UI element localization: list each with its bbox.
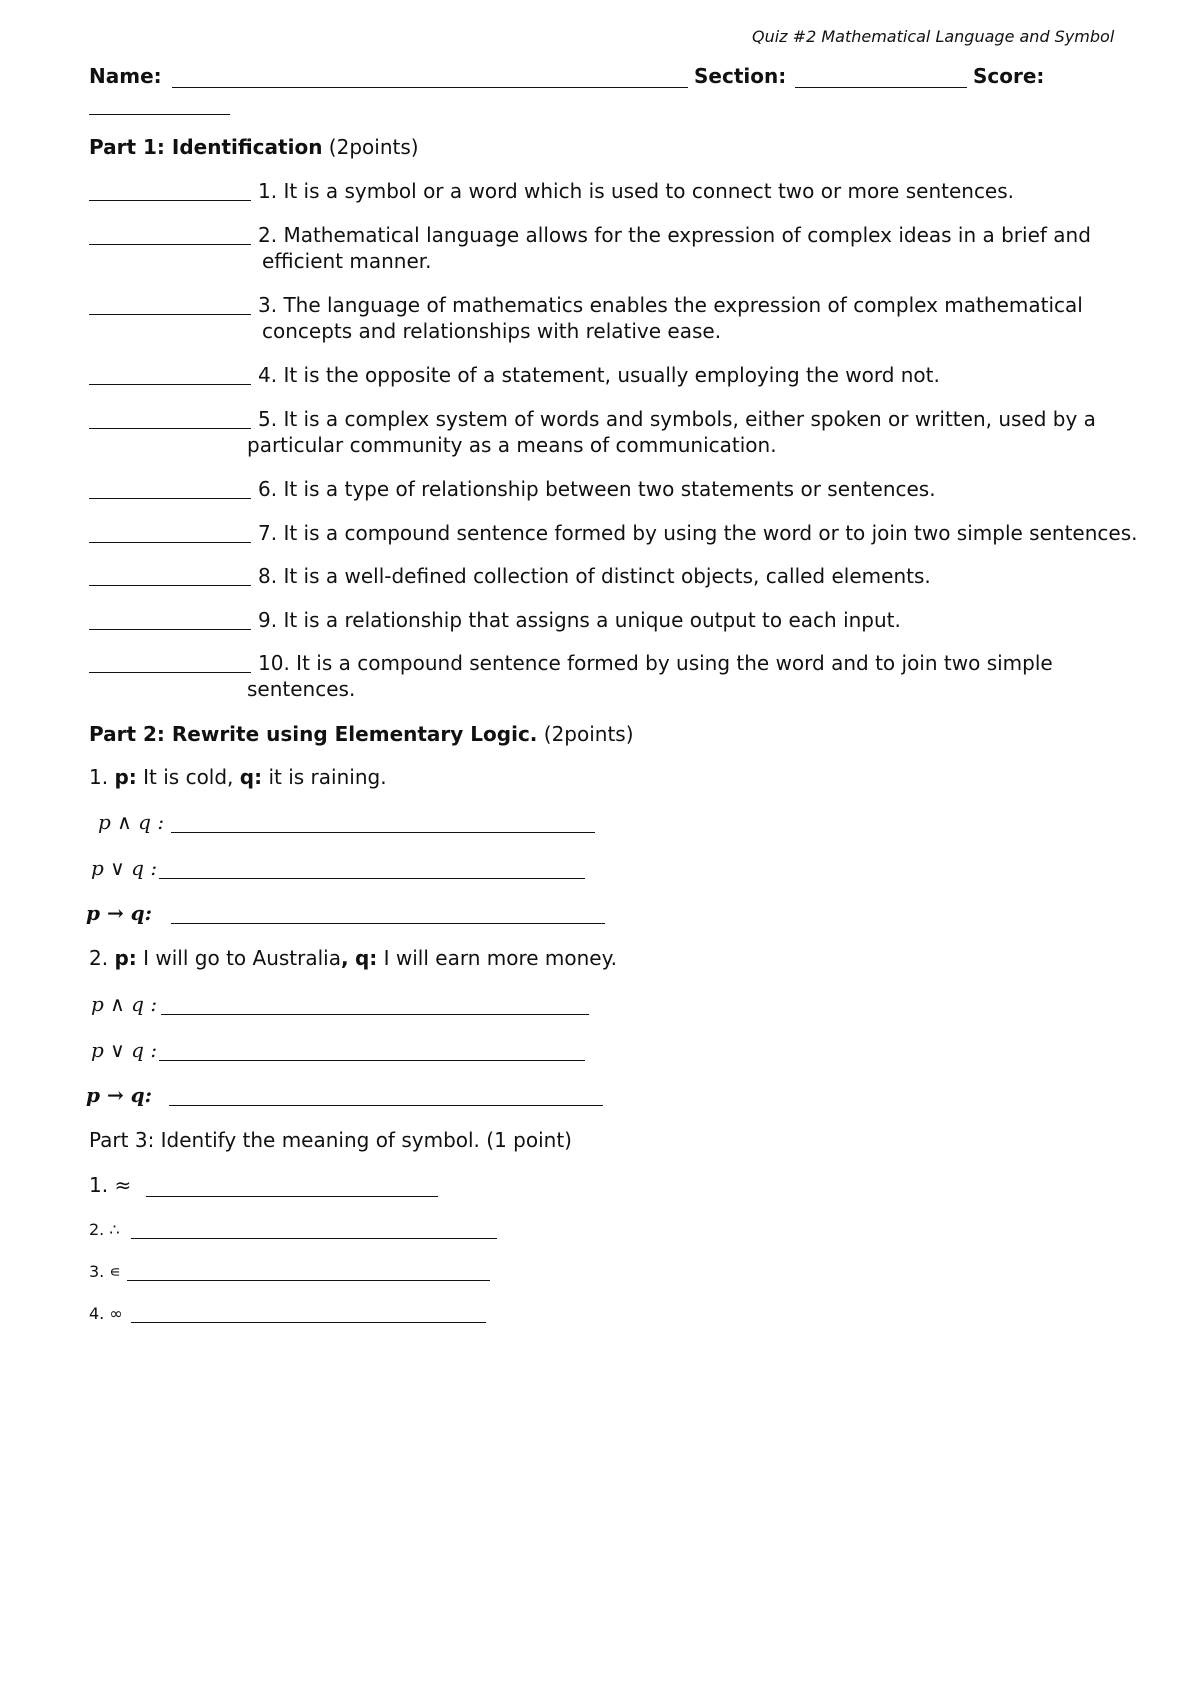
- q1-or-expression: p ∨ q :: [91, 856, 158, 880]
- q2-and-expression: p ∧ q :: [91, 992, 158, 1016]
- part1-title: Part 1: Identification: [89, 135, 323, 159]
- q1-or-answer-line[interactable]: [159, 878, 585, 879]
- part1-item-2-cont: efficient manner.: [262, 249, 432, 273]
- part2-question-2: [89, 946, 617, 970]
- q1-p-label: p:: [114, 765, 137, 789]
- part1-item-10-cont: sentences.: [247, 677, 356, 701]
- part1-heading: [89, 135, 419, 159]
- part3-answer-line-4[interactable]: [131, 1322, 486, 1323]
- part1-item-5-cont: particular community as a means of communication.: [247, 433, 777, 457]
- part1-item-2: 2. Mathematical language allows for the expression of complex ideas in a brief and: [258, 223, 1091, 247]
- part3-item-2-label: 2. ∴: [89, 1220, 120, 1239]
- q2-and-answer-line[interactable]: [161, 1014, 589, 1015]
- section-blank[interactable]: [795, 87, 967, 88]
- q1-and-answer-line[interactable]: [171, 832, 595, 833]
- part3-answer-line-1[interactable]: [146, 1196, 438, 1197]
- q2-p-label: p:: [114, 946, 137, 970]
- answer-blank-5[interactable]: [89, 428, 251, 429]
- q2-or-expression: p ∨ q :: [91, 1038, 158, 1062]
- q2-implication-expression: p → q:: [86, 1083, 153, 1107]
- q2-p-text: I will go to Australia: [143, 946, 341, 970]
- part3-answer-line-2[interactable]: [131, 1238, 497, 1239]
- part3-answer-line-3[interactable]: [127, 1280, 490, 1281]
- q1-implication-answer-line[interactable]: [171, 923, 605, 924]
- part2-question-1: [89, 765, 387, 789]
- part1-item-3: 3. The language of mathematics enables the expression of complex mathematical: [258, 293, 1083, 317]
- q2-q-label: q:: [354, 946, 378, 970]
- name-blank[interactable]: [172, 87, 688, 88]
- document-header-title: Quiz #2 Mathematical Language and Symbol: [752, 27, 1115, 46]
- q2-implication-answer-line[interactable]: [169, 1105, 603, 1106]
- answer-blank-9[interactable]: [89, 629, 251, 630]
- part1-points: (2points): [328, 135, 419, 159]
- part3-item-3-label: 3. ∊: [89, 1262, 121, 1281]
- score-blank[interactable]: [89, 114, 230, 115]
- part3-item-1-label: 1. ≈: [89, 1173, 132, 1197]
- part1-item-10: 10. It is a compound sentence formed by using the word and to join two simple: [258, 651, 1053, 675]
- q1-q-text: it is raining.: [268, 765, 387, 789]
- name-label: Name:: [89, 64, 162, 88]
- answer-blank-7[interactable]: [89, 542, 251, 543]
- part1-item-4: 4. It is the opposite of a statement, usually employing the word not.: [258, 363, 940, 387]
- answer-blank-8[interactable]: [89, 585, 251, 586]
- part3-title: Part 3: Identify the meaning of symbol. (1 point): [89, 1128, 572, 1152]
- part2-title: Part 2: Rewrite using Elementary Logic.: [89, 722, 538, 746]
- part1-item-8: 8. It is a well-defined collection of distinct objects, called elements.: [258, 564, 931, 588]
- score-label: Score:: [973, 64, 1045, 88]
- answer-blank-6[interactable]: [89, 498, 251, 499]
- part1-item-7: 7. It is a compound sentence formed by using the word or to join two simple sentences.: [258, 521, 1138, 545]
- part1-item-9: 9. It is a relationship that assigns a unique output to each input.: [258, 608, 901, 632]
- part1-item-6: 6. It is a type of relationship between two statements or sentences.: [258, 477, 936, 501]
- q2-or-answer-line[interactable]: [159, 1060, 585, 1061]
- answer-blank-1[interactable]: [89, 200, 251, 201]
- part2-points: (2points): [543, 722, 634, 746]
- answer-blank-2[interactable]: [89, 244, 251, 245]
- part2-heading: [89, 722, 634, 746]
- q1-q-label: q:: [239, 765, 263, 789]
- section-label: Section:: [694, 64, 787, 88]
- part1-item-3-cont: concepts and relationships with relative ease.: [262, 319, 722, 343]
- q2-comma: ,: [340, 946, 349, 970]
- q1-implication-expression: p → q:: [86, 901, 153, 925]
- answer-blank-4[interactable]: [89, 384, 251, 385]
- q2-number: 2.: [89, 946, 109, 970]
- q1-and-expression: p ∧ q :: [98, 810, 165, 834]
- q2-q-text: I will earn more money.: [383, 946, 617, 970]
- part1-item-5: 5. It is a complex system of words and symbols, either spoken or written, used by a: [258, 407, 1096, 431]
- q1-p-text: It is cold,: [143, 765, 234, 789]
- answer-blank-3[interactable]: [89, 314, 251, 315]
- q1-number: 1.: [89, 765, 109, 789]
- part3-item-4-label: 4. ∞: [89, 1304, 123, 1323]
- answer-blank-10[interactable]: [89, 672, 251, 673]
- part1-item-1: 1. It is a symbol or a word which is used to connect two or more sentences.: [258, 179, 1015, 203]
